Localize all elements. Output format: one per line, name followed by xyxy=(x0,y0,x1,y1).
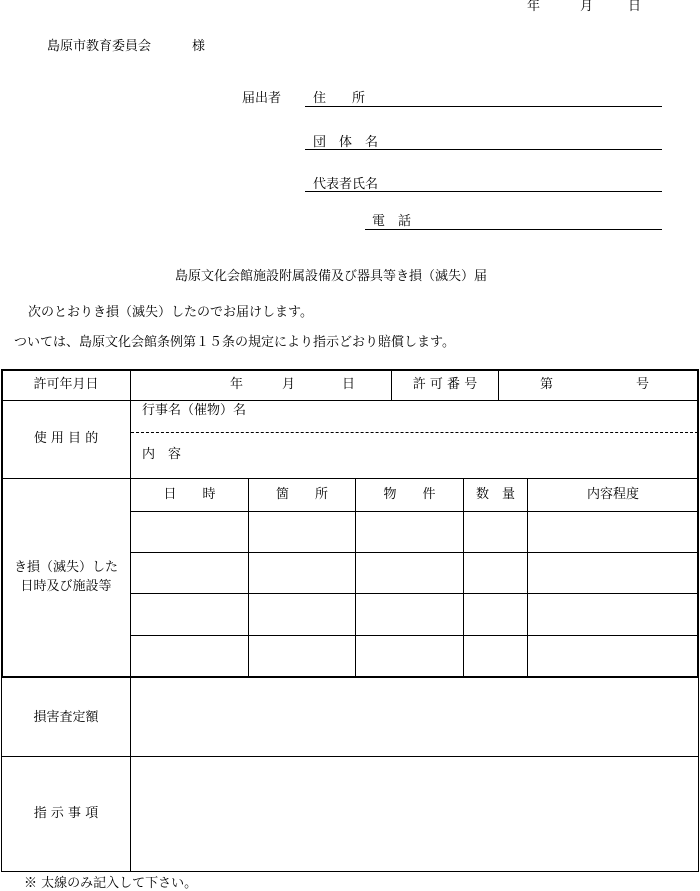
addressee: 島原市教育委員会 xyxy=(47,39,152,54)
permit-number-prefix: 第 xyxy=(540,377,554,392)
representative-label: 代表者氏名 xyxy=(313,177,379,192)
date-day: 日 xyxy=(628,0,642,14)
honorific: 様 xyxy=(192,39,206,54)
permit-date-year: 年 xyxy=(230,377,244,392)
phone-label: 電 話 xyxy=(372,214,412,229)
permit-date-label: 許可年月日 xyxy=(33,377,99,392)
column-header-item: 物 件 xyxy=(383,487,436,502)
address-label: 住 所 xyxy=(313,91,366,106)
representative-field[interactable] xyxy=(305,191,662,192)
purpose-label: 使 用 目 的 xyxy=(33,431,99,446)
permit-date-month: 月 xyxy=(282,377,296,392)
group-name-field[interactable] xyxy=(305,149,662,150)
column-header-location: 箇 所 xyxy=(275,487,328,502)
document-title: 島原文化会館施設附属設備及び器具等き損（滅失）届 xyxy=(175,269,488,284)
column-header-datetime: 日 時 xyxy=(163,487,216,502)
column-header-extent: 内容程度 xyxy=(586,487,639,502)
permit-number-label: 許 可 番 号 xyxy=(412,377,478,392)
damage-label-line-2: 日時及び施設等 xyxy=(20,579,112,594)
footnote: ※ 太線のみ記入して下さい。 xyxy=(24,876,198,891)
instructions-label: 指 示 事 項 xyxy=(33,806,99,821)
applicant-label: 届出者 xyxy=(242,91,282,106)
thick-border-section xyxy=(1,369,699,678)
body-line-2: ついては、島原文化会館条例第１５条の規定により指示どおり賠償します。 xyxy=(14,335,455,350)
permit-number-suffix: 号 xyxy=(636,377,650,392)
address-field[interactable] xyxy=(305,106,662,107)
phone-field[interactable] xyxy=(365,229,662,230)
body-line-1: 次のとおりき損（滅失）したのでお届けします。 xyxy=(28,305,313,320)
date-year: 年 xyxy=(527,0,541,14)
assessment-label: 損害査定額 xyxy=(33,710,99,725)
damage-label-line-1: き損（滅失）した xyxy=(13,560,118,575)
permit-date-day: 日 xyxy=(342,377,356,392)
column-header-quantity: 数 量 xyxy=(475,487,515,502)
content-label: 内 容 xyxy=(142,447,182,462)
group-name-label: 団 体 名 xyxy=(313,135,379,150)
event-name-label: 行事名（催物）名 xyxy=(142,403,247,418)
date-month: 月 xyxy=(580,0,594,14)
